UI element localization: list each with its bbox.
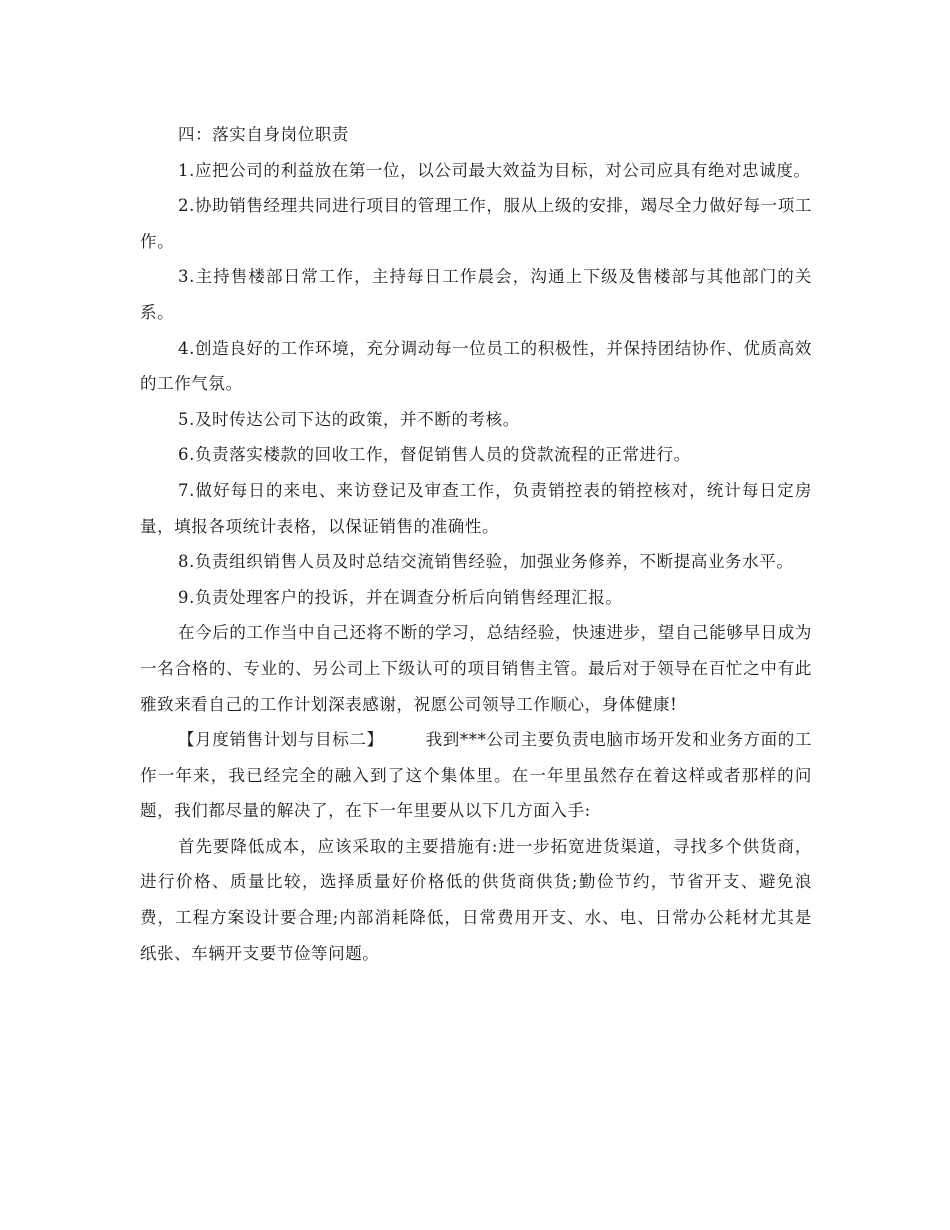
document-body <box>140 117 812 971</box>
duty-item-6: 6.负责落实楼款的回收工作，督促销售人员的贷款流程的正常进行。 <box>178 445 691 465</box>
closing-paragraph: 在今后的工作当中自己还将不断的学习，总结经验，快速进步，望自己能够早日成为一名合格的、专业的、另公司上下级认可的项目销售主管。最后对于领导在百忙之中有此雅致来看自己的工作计划深表感谢，祝愿公司领导工作顺心，身体健康! <box>140 623 812 714</box>
duty-item-2: 2.协助销售经理共同进行项目的管理工作，服从上级的安排，竭尽全力做好每一项工作。 <box>140 196 812 251</box>
duty-item-1: 1.应把公司的利益放在第一位，以公司最大效益为目标，对公司应具有绝对忠诚度。 <box>178 160 811 180</box>
duty-item-3: 3.主持售楼部日常工作，主持每日工作晨会，沟通上下级及售楼部与其他部门的关系。 <box>140 267 812 322</box>
section-two-paragraph <box>140 722 812 829</box>
duty-item-7: 7.做好每日的来电、来访登记及审查工作，负责销控表的销控核对，统计每日定房量，填报各项统计表格，以保证销售的准确性。 <box>140 480 812 536</box>
duty-item-8: 8.负责组织销售人员及时总结交流销售经验，加强业务修养，不断提高业务水平。 <box>178 552 794 572</box>
section-two-intro: 我到***公司主要负责电脑市场开发和业务方面的工作一年来，我已经完全的融入到了这个集体里。在一年里虽然存在着这样或者那样的问题，我们都尽量的解决了，在下一年里要从以下几方面入手: <box>140 730 812 821</box>
duty-item-5: 5.及时传达公司下达的政策，并不断的考核。 <box>178 409 520 429</box>
cost-reduction-paragraph: 首先要降低成本，应该采取的主要措施有:进一步拓宽进货渠道，寻找多个供货商，进行价格、质量比较，选择质量好价格低的供货商供货;勤俭节约，节省开支、避免浪费，工程方案设计要合理;内部消耗降低，日常费用开支、水、电、日常办公耗材尤其是纸张、车辆开支要节俭等问题。 <box>140 836 812 963</box>
duty-item-4: 4.创造良好的工作环境，充分调动每一位员工的积极性，并保持团结协作、优质高效的工作气氛。 <box>140 338 812 394</box>
section-heading: 四：落实自身岗位职责 <box>178 125 349 144</box>
duty-item-9: 9.负责处理客户的投诉，并在调查分析后向销售经理汇报。 <box>178 587 623 607</box>
section-two-title: 【月度销售计划与目标二】 <box>178 730 384 750</box>
